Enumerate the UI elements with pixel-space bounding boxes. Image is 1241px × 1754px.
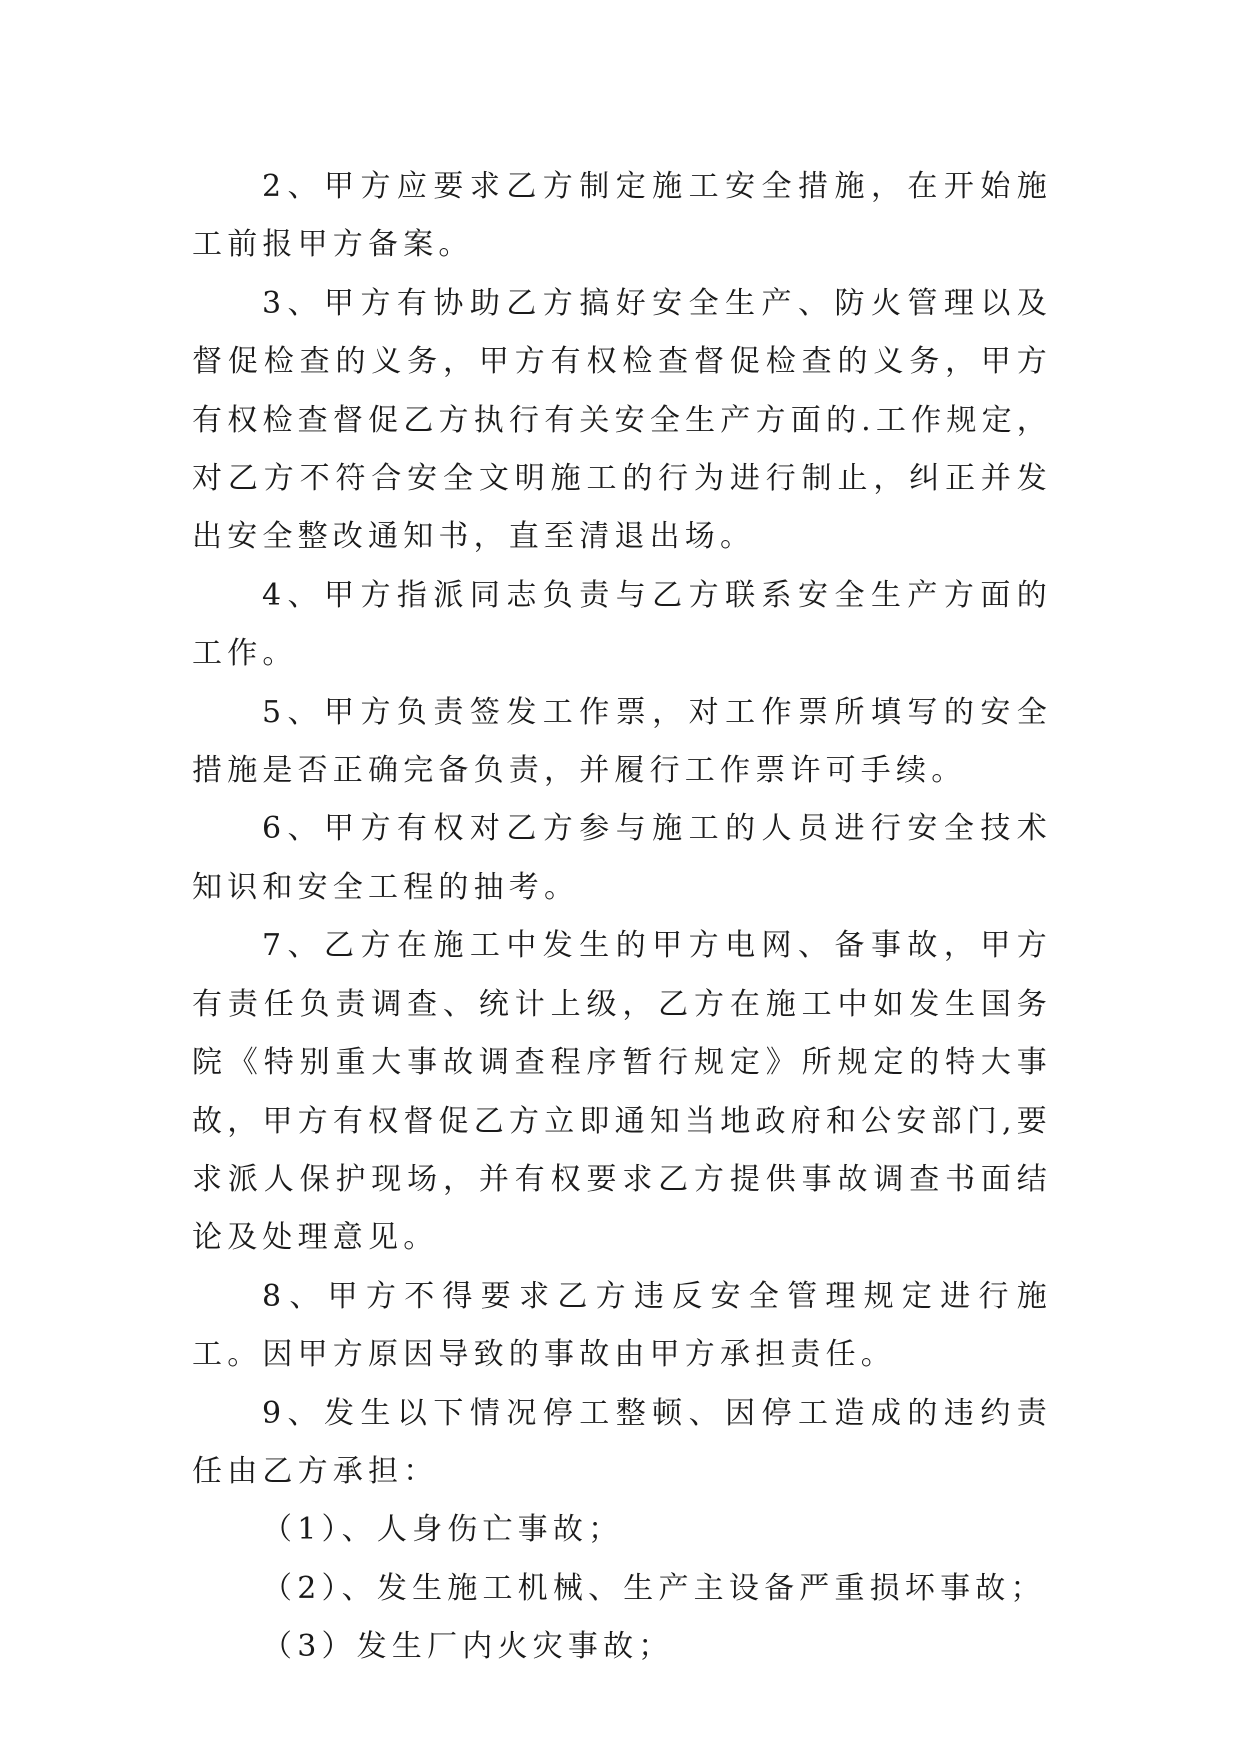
paragraph-item-8: 8、甲方不得要求乙方违反安全管理规定进行施工。因甲方原因导致的事故由甲方承担责任。 (192, 1278, 1052, 1373)
paragraph-item-3: 3、甲方有协助乙方搞好安全生产、防火管理以及督促检查的义务，甲方有权检查督促检查的义务，甲方有权检查督促乙方执行有关安全生产方面的.工作规定，对乙方不符合安全文明施工的行为进行制止，纠正并发出安全整改通知书，直至清退出场。 (192, 285, 1052, 555)
sub-item-1: （1）、人身伤亡事故； (262, 1512, 624, 1548)
paragraph-item-6: 6、甲方有权对乙方参与施工的人员进行安全技术知识和安全工程的抽考。 (192, 811, 1052, 905)
sub-item-3: （3）发生厂内火灾事故； (262, 1629, 674, 1665)
paragraph-item-7: 7、乙方在施工中发生的甲方电网、备事故，甲方有责任负责调查、统计上级，乙方在施工中如发生国务院《特别重大事故调查程序暂行规定》所规定的特大事故，甲方有权督促乙方立即通知当地政府和公安部门,要求派人保护现场，并有权要求乙方提供事故调查书面结论及处理意见。 (192, 928, 1052, 1256)
document-body (192, 158, 1052, 1677)
sub-item-2: （2）、发生施工机械、生产主设备严重损坏事故； (262, 1570, 1046, 1606)
paragraph-item-5: 5、甲方负责签发工作票，对工作票所填写的安全措施是否正确完备负责，并履行工作票许可手续。 (192, 694, 1052, 789)
paragraph-item-9: 9、发生以下情况停工整顿、因停工造成的违约责任由乙方承担： (192, 1395, 1052, 1489)
paragraph-item-2: 2、甲方应要求乙方制定施工安全措施，在开始施工前报甲方备案。 (192, 169, 1052, 263)
paragraph-item-4: 4、甲方指派同志负责与乙方联系安全生产方面的工作。 (192, 577, 1052, 672)
